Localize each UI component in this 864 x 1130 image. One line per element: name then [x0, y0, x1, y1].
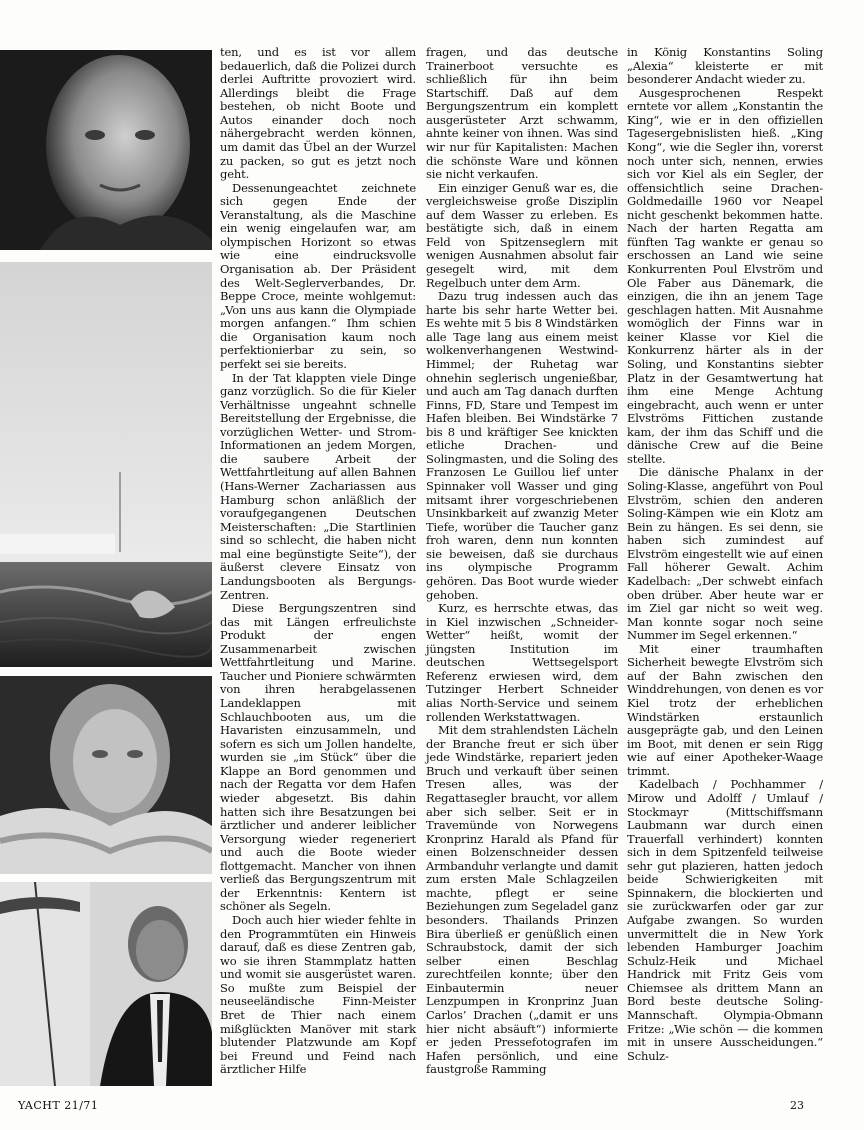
magazine-issue-label: YACHT 21/71: [18, 1099, 99, 1112]
paragraph: In der Tat klappten viele Dinge ganz vorzüglich. So die für Kieler Verhältnisse ungeahnt schnelle Bereitstellung der Ergebnisse, die vorzüglichen Wetter- und Strom-Informationen an jedem Morgen, die saubere Arbeit der Wettfahrtleitung auf allen Bahnen (Hans-Werner Zachariassen aus Hamburg schon anläßlich der voraufgegangenen Deutschen Meisterschaften: „Die Startlinien sind so schlecht, die haben nicht mal eine begünstigte Seite“), der äußerst clevere Einsatz von Landungsbooten als Bergungs-Zentren.: [220, 370, 416, 602]
paragraph: fragen, und das deutsche Trainerboot versuchte es schließlich für ihn beim Startschiff. Daß auf dem Bergungszentrum ein komplett ausgerüsteter Arzt schwamm, ahnte keiner von ihnen. Was sind wir nur für Kapitalisten: Machen die schönste Ware und können sie nicht verkaufen.: [426, 45, 618, 182]
article-column-2: [426, 46, 618, 1077]
paragraph: Mit einer traumhaften Sicherheit bewegte Elvström sich auf der Bahn zwischen den Winddrehungen, von denen es vor Kiel trotz der erheblichen Windstärken erstaunlich ausgeprägte gab, und den Leinen im Boot, mit denen er sein Rigg wie auf einer Apotheker-Waage trimmt.: [627, 641, 823, 778]
paragraph: Dazu trug indessen auch das harte bis sehr harte Wetter bei. Es wehte mit 5 bis 8 Windstärken alle Tage lang aus einem meist wolkenverhangenen Westwind-Himmel; der Ruhetag war ohnehin seglerisch ungenießbar, und auch am Tag danach durften Finns, FD, Stare und Tempest im Hafen bleiben. Bei Windstärke 7 bis 8 und kräftiger See knickten etliche Drachen- und Solingmasten, und die Soling des Franzosen Le Guillou lief unter Spinnaker voll Wasser und ging mitsamt ihrer vorgeschriebenen Unsinkbarkeit auf zwanzig Meter Tiefe, worüber die Taucher ganz froh waren, denn nun konnten sie beweisen, daß sie durchaus ins olympische Programm gehören. Das Boot wurde wieder gehoben.: [426, 289, 618, 602]
paragraph: Ein einziger Genuß war es, die vergleichsweise große Disziplin auf dem Wasser zu erleben. Es bestätigte sich, daß in einem Feld von Spitzenseglern mit wenigen Ausnahmen absolut fair gesegelt wird, mit dem Regelbuch unter dem Arm.: [426, 180, 618, 290]
photo-man-tie: [0, 882, 212, 1086]
article-column-3: [627, 46, 823, 1063]
paragraph: Diese Bergungszentren sind das mit Längen erfreulichste Produkt der engen Zusammenarbeit zwischen Wettfahrtleitung und Marine. Taucher und Pioniere schwärmten von ihren herabgelassenen Landeklappen mit Schlauchbooten aus, um die Havaristen einzusammeln, und sofern es sich um Jollen handelte, wurden sie „im Stück“ über die Klappe an Bord genommen und nach der Regatta vor dem Hafen wieder abgesetzt. Bis dahin hatten sich ihre Besatzungen bei ärztlicher und anderer leiblicher Versorgung wieder regeneriert und auch die Boote wieder flottgemacht. Mancher von ihnen verließ das Bergungszentrum mit der Erkenntnis: Kentern ist schöner als Segeln.: [220, 601, 416, 914]
paragraph: ten, und es ist vor allem bedauerlich, daß die Polizei durch derlei Auftritte provoziert wird. Allerdings bleibt die Frage bestehen, ob nicht Boote und Autos einander doch noch nähergebracht werden können, um damit das Übel an der Wurzel zu packen, so gut es jetzt noch geht.: [220, 45, 416, 182]
paragraph: Kadelbach / Pochhammer / Mirow und Adolff / Umlauf / Stockmayr (Mittschiffsmann Laubmann war durch einen Trauerfall verhindert) konnten sich in dem Spitzenfeld teilweise sehr gut plazieren, hatten jedoch beide Schwierigkeiten mit Spinnakern, die blockierten und sie zurückwarfen oder gar zur Aufgabe zwangen. So wurden unvermittelt die in New York lebenden Hamburger Joachim Schulz-Heik und Michael Handrick mit Fritz Geis vom Chiemsee als drittem Mann an Bord beste deutsche Soling-Mannschaft. Olympia-Obmann Fritze: „Wie schön — die kommen mit in unsere Ausscheidungen.“ Schulz-: [627, 777, 823, 1063]
paragraph: Doch auch hier wieder fehlte in den Programmtüten ein Hinweis darauf, daß es diese Zentren gab, wo sie ihren Stammplatz hatten und womit sie ausgerüstet waren. So mußte zum Beispiel der neuseeländische Finn-Meister Bret de Thier nach einem mißglückten Manöver mit stark blutender Platzwunde am Kopf bei Freund und Feind nach ärztlicher Hilfe: [220, 913, 416, 1077]
page-number: 23: [790, 1099, 804, 1112]
photo-sailboat-sea: [0, 262, 212, 667]
paragraph: Mit dem strahlendsten Lächeln der Branche freut er sich über jede Windstärke, repariert jeden Bruch und verkauft über seinen Tresen alles, was der Regattasegler braucht, vor allem aber sich selber. Seit er in Travemünde von Norwegens Kronprinz Harald als Pfand für einen Bolzenschneider dessen Armbanduhr verlangte und damit zum ersten Male Schlagzeilen machte, pflegt er seine Beziehungen zum Segeladel ganz besonders. Thailands Prinzen Bira überließ er genüßlich einen Schraubstock, damit der sich selber einen Beschlag zurechtfeilen konnte; über den Einbautermin neuer Lenzpumpen in Kronprinz Juan Carlos’ Drachen („damit er uns hier nicht absäuft“) informierte er jeden Pressefotografen im Hafen persönlich, und eine faustgroße Ramming: [426, 723, 618, 1077]
paragraph: Kurz, es herrschte etwas, das in Kiel inzwischen „Schneider-Wetter“ heißt, womit der jüngsten Institution im deutschen Wettsegelsport Referenz erwiesen wird, dem Tutzinger Herbert Schneider alias North-Service und seinem rollenden Werkstattwagen.: [426, 601, 618, 724]
paragraph: Dessenungeachtet zeichnete sich gegen Ende der Veranstaltung, als die Maschine ein wenig eingelaufen war, am olympischen Horizont so etwas wie eine eindrucksvolle Organisation ab. Der Präsident des Welt-Seglerverbandes, Dr. Beppe Croce, meinte wohlgemut: „Von uns aus kann die Olympiade morgen anfangen.“ Ihm schien die Organisation kaum noch perfektionierbar zu sein, so perfekt sei sie bereits.: [220, 180, 416, 371]
article-column-1: [220, 46, 416, 1077]
paragraph: Die dänische Phalanx in der Soling-Klasse, angeführt von Poul Elvström, schien den anderen Soling-Kämpen wie ein Klotz am Bein zu hängen. Es sei denn, sie haben sich zumindest auf Elvström eingestellt wie auf einen Fall höherer Gewalt. Achim Kadelbach: „Der schwebt einfach oben drüber. Aber heute war er im Ziel gar nicht so weit weg. Man konnte sogar noch seine Nummer im Segel erkennen.“: [627, 465, 823, 643]
paragraph: in König Konstantins Soling „Alexia“ kleisterte er mit besonderer Andacht wieder zu.: [627, 45, 823, 87]
photo-portrait-top: [0, 50, 212, 250]
paragraph: Ausgesprochenen Respekt erntete vor allem „Konstantin the King“, wie er in den offiziellen Tagesergebnislisten hieß. „King Kong“, wie die Segler ihn, vorerst noch unter sich, nennen, erwies sich vor Kiel als ein Segler, der offensichtlich seine Drachen-Goldmedaille 1960 vor Neapel nicht geschenkt bekommen hatte. Nach der harten Regatta am fünften Tag wankte er genau so erschossen an Land wie seine Konkurrenten Poul Elvström und Ole Faber aus Dänemark, die einzigen, die ihn an jenem Tage geschlagen hatten. Mit Ausnahme womöglich der Finns war in keiner Klasse vor Kiel die Konkurrenz härter als in der Soling, und Konstantins siebter Platz in der Gesamtwertung hat ihm eine Menge Achtung eingebracht, auch wenn er unter Elvströms Fittichen zustande kam, der ihm das Schiff und die dänische Crew auf die Beine stellte.: [627, 85, 823, 466]
photo-man-hood: [0, 676, 212, 874]
